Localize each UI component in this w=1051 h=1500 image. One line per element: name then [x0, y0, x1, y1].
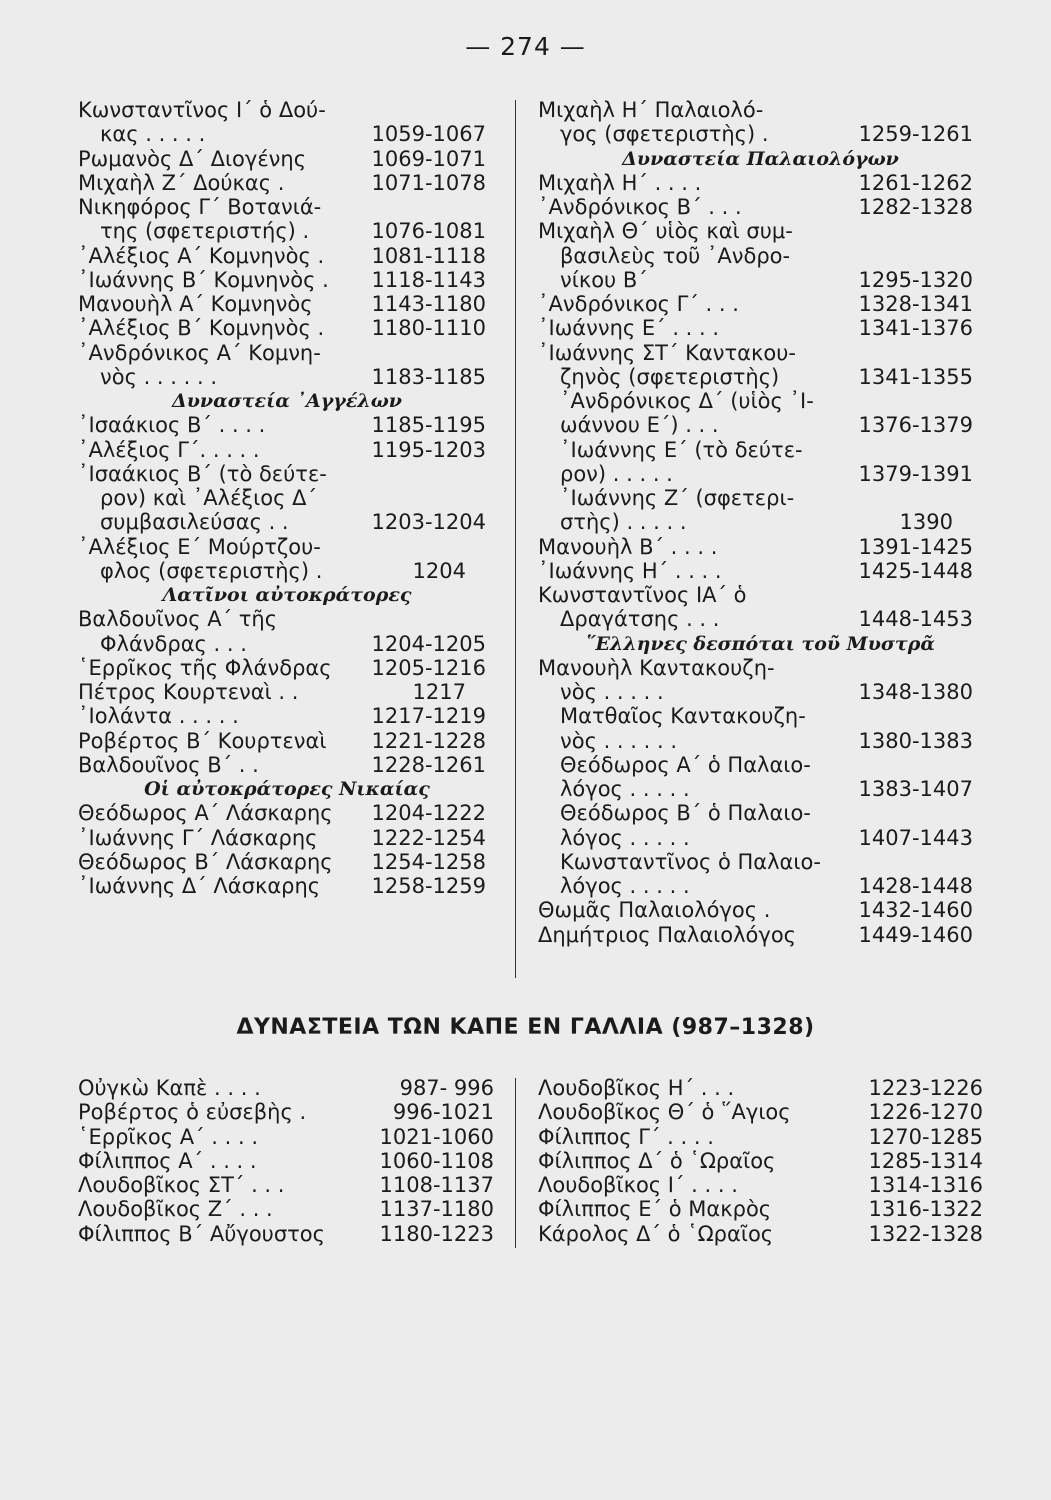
ruler-entry	[538, 486, 983, 510]
reign-dates: 1270-1285	[868, 1124, 983, 1149]
reign-dates: 1379-1391	[858, 461, 973, 486]
ruler-name: Λουδοβῖκος Ι΄ . . . .	[538, 1173, 738, 1197]
reign-dates: 1380-1383	[858, 728, 973, 753]
ruler-entry	[538, 171, 983, 195]
ruler-name: Φλάνδρας . . .	[100, 631, 247, 656]
ruler-entry	[538, 462, 983, 486]
ruler-name: Θεόδωρος Α΄ Λάσκαρης	[78, 801, 333, 826]
ruler-entry	[78, 801, 496, 825]
ruler-entry	[78, 413, 496, 437]
ruler-entry	[538, 680, 983, 704]
ruler-entry	[78, 98, 496, 122]
ruler-name: στὴς) . . . . .	[560, 510, 687, 535]
ruler-name: Μιχαὴλ Η΄ Παλαιολό-	[538, 98, 764, 122]
ruler-name: Θεόδωρος Α΄ ὁ Παλαιο-	[560, 752, 811, 777]
ruler-entry	[538, 1197, 983, 1221]
ruler-name: της (σφετεριστής) .	[100, 219, 310, 244]
reign-dates: 1203-1204	[371, 510, 486, 535]
ruler-name: Κάρολος Δ΄ ὁ ῾Ωραῖος	[538, 1221, 774, 1246]
reign-dates: 1449-1460	[858, 922, 973, 947]
ruler-name: ᾿Ανδρόνικος Δ΄ (υἱὸς ᾿Ι-	[560, 389, 814, 413]
ruler-entry	[78, 559, 496, 583]
ruler-name: ῾Ερρῖκος Α΄ . . . .	[78, 1124, 259, 1149]
ruler-entry	[538, 1149, 983, 1173]
ruler-name: κας . . . . .	[100, 122, 206, 147]
ruler-name: ᾿Αλέξιος Ε΄ Μούρτζου-	[78, 534, 321, 559]
reign-dates: 1282-1328	[858, 195, 973, 219]
reign-dates: 1180-1223	[379, 1221, 494, 1246]
ruler-entry	[538, 268, 983, 292]
ruler-entry	[78, 147, 496, 171]
dynasty-heading: Δυναστεία Παλαιολόγων	[622, 147, 899, 170]
reign-dates: 1060-1108	[379, 1148, 494, 1173]
ruler-name: βασιλεὺς τοῦ ᾿Ανδρο-	[560, 243, 791, 268]
ruler-entry	[538, 195, 983, 219]
ruler-name: Μιχαὴλ Ζ΄ Δούκας .	[78, 170, 285, 195]
ruler-name: Θεόδωρος Β΄ Λάσκαρης	[78, 849, 333, 874]
reign-dates: 1183-1185	[371, 364, 486, 389]
ruler-name: Φίλιππος Δ΄ ὁ ῾Ωραῖος	[538, 1148, 776, 1173]
page-number: — 274 —	[465, 32, 586, 61]
ruler-entry	[78, 171, 496, 195]
ruler-entry	[78, 1100, 496, 1124]
reign-dates: 1204-1222	[371, 801, 486, 826]
ruler-entry	[538, 1173, 983, 1197]
ruler-entry	[538, 850, 983, 874]
ruler-name: νὸς . . . . . .	[100, 364, 218, 389]
reign-dates: 1376-1379	[858, 413, 973, 438]
ruler-name: Ρωμανὸς Δ΄ Διογένης	[78, 146, 307, 171]
ruler-name: Βαλδουῖνος Β΄ . .	[78, 752, 259, 777]
ruler-name: ρον) καὶ ᾿Αλέξιος Δ΄	[100, 486, 317, 510]
reign-dates: 1143-1180	[371, 292, 486, 316]
ruler-entry	[538, 1222, 983, 1246]
ruler-entry	[538, 341, 983, 365]
ruler-entry	[78, 826, 496, 850]
ruler-entry	[538, 122, 983, 146]
reign-dates: 1195-1203	[371, 437, 486, 462]
bottom-column-divider	[515, 1078, 516, 1248]
reign-dates: 1285-1314	[868, 1148, 983, 1173]
ruler-entry	[538, 607, 983, 631]
ruler-entry	[78, 632, 496, 656]
ruler-name: Φίλιππος Γ΄ . . . .	[538, 1124, 714, 1149]
ruler-entry	[78, 1149, 496, 1173]
ruler-name: ῾Ερρῖκος τῆς Φλάνδρας	[78, 655, 332, 680]
reign-dates: 1226-1270	[868, 1100, 983, 1125]
reign-dates: 1391-1425	[858, 534, 973, 559]
ruler-entry	[538, 292, 983, 316]
ruler-name: Οὐγκὼ Καπὲ . . . .	[78, 1076, 261, 1100]
ruler-name: ᾿Ιωάννης Ζ΄ (σφετερι-	[560, 486, 795, 510]
ruler-name: νίκου Β΄	[560, 267, 648, 292]
reign-dates: 1081-1118	[371, 243, 486, 268]
ruler-name: ᾿Ιωάννης Η΄ . . . .	[538, 558, 722, 583]
reign-dates: 1322-1328	[868, 1221, 983, 1246]
reign-dates: 1205-1216	[371, 655, 486, 680]
ruler-entry	[78, 122, 496, 146]
ruler-entry	[78, 244, 496, 268]
reign-dates: 1383-1407	[858, 777, 973, 801]
ruler-entry	[538, 777, 983, 801]
reign-dates: 1221-1228	[371, 728, 486, 753]
ruler-entry	[538, 1076, 983, 1100]
ruler-entry	[78, 438, 496, 462]
ruler-entry	[538, 559, 983, 583]
reign-dates: 1228-1261	[371, 752, 486, 777]
ruler-entry	[538, 219, 983, 243]
ruler-name: Πέτρος Κουρτεναὶ . .	[78, 680, 299, 704]
reign-dates: 1341-1376	[858, 316, 973, 341]
ruler-entry	[538, 1100, 983, 1124]
ruler-entry	[538, 510, 983, 534]
reign-dates: 1021-1060	[379, 1124, 494, 1149]
ruler-name: ωάννου Ε΄) . . .	[560, 413, 719, 438]
reign-dates: 1076-1081	[371, 219, 486, 244]
ruler-entry	[78, 656, 496, 680]
ruler-name: Μανουὴλ Β΄ . . . .	[538, 534, 718, 559]
ruler-name: Δραγάτσης . . .	[560, 607, 720, 632]
ruler-name: Λουδοβῖκος Ζ΄ . . .	[78, 1197, 273, 1222]
ruler-entry	[538, 535, 983, 559]
reign-dates: 1071-1078	[371, 170, 486, 195]
ruler-name: γος (σφετεριστὴς) .	[560, 122, 769, 147]
ruler-name: λόγος . . . . .	[560, 825, 690, 850]
reign-dates: 1295-1320	[858, 267, 973, 292]
ruler-entry	[78, 680, 496, 704]
ruler-entry	[78, 341, 496, 365]
ruler-entry	[78, 1173, 496, 1197]
ruler-name: ᾿Ανδρόνικος Α΄ Κομνη-	[78, 340, 321, 365]
reign-dates: 1223-1226	[868, 1076, 983, 1100]
reign-dates: 996-1021	[392, 1100, 494, 1125]
ruler-name: ᾿Ιωάννης Β΄ Κομνηνὸς .	[78, 267, 329, 292]
section-title: ΔΥΝΑΣΤΕΙΑ ΤΩΝ ΚΑΠΕ ΕΝ ΓΑΛΛΙΑ (987–1328)	[236, 1015, 815, 1040]
ruler-name: ᾿Ιωάννης Ε΄ (τὸ δεύτε-	[560, 437, 803, 462]
ruler-name: λόγος . . . . .	[560, 777, 690, 801]
ruler-entry	[538, 923, 983, 947]
ruler-name: ᾿Ανδρόνικος Β΄ . . .	[538, 195, 742, 219]
column-divider	[515, 100, 516, 978]
ruler-entry	[78, 195, 496, 219]
ruler-name: Κωνσταντῖνος ὁ Παλαιο-	[560, 849, 821, 874]
ruler-name: Κωνσταντῖνος Ι΄ ὁ Δού-	[78, 98, 326, 122]
ruler-entry	[78, 850, 496, 874]
ruler-name: Μιχαὴλ Θ΄ υἱὸς καὶ συμ-	[538, 219, 793, 244]
reign-dates: 1348-1380	[858, 680, 973, 704]
ruler-name: ᾿Ισαάκιος Β΄ . . . .	[78, 413, 266, 438]
ruler-entry	[538, 801, 983, 825]
reign-dates: 1448-1453	[858, 607, 973, 632]
ruler-entry	[78, 535, 496, 559]
ruler-name: Δημήτριος Παλαιολόγος	[538, 922, 797, 947]
ruler-name: Ροβέρτος Β΄ Κουρτεναὶ	[78, 728, 327, 753]
ruler-name: Θεόδωρος Β΄ ὁ Παλαιο-	[560, 801, 811, 826]
ruler-entry	[538, 656, 983, 680]
ruler-entry	[538, 365, 983, 389]
ruler-name: Ροβέρτος ὁ εὐσεβὴς .	[78, 1100, 307, 1125]
reign-dates: 1432-1460	[858, 898, 973, 923]
ruler-entry	[78, 1222, 496, 1246]
ruler-name: ζηνὸς (σφετεριστὴς)	[560, 364, 780, 389]
ruler-name: Φίλιππος Ε΄ ὁ Μακρὸς	[538, 1197, 772, 1222]
dynasty-heading: Λατῖνοι αὐτοκράτορες	[162, 584, 412, 606]
reign-dates: 1390	[899, 510, 953, 535]
ruler-name: ᾿Αλέξιος Γ΄. . . . .	[78, 437, 260, 462]
ruler-entry	[78, 316, 496, 340]
ruler-name: Φίλιππος Β΄ Αὔγουστος	[78, 1221, 325, 1246]
ruler-name: ᾿Ιωάννης Γ΄ Λάσκαρης	[78, 825, 318, 850]
ruler-entry	[538, 316, 983, 340]
reign-dates: 1222-1254	[371, 825, 486, 850]
reign-dates: 1069-1071	[371, 146, 486, 171]
ruler-name: ᾿Ιολάντα . . . . .	[78, 704, 239, 729]
ruler-entry	[78, 462, 496, 486]
reign-dates: 1261-1262	[858, 170, 973, 195]
ruler-entry	[538, 438, 983, 462]
reign-dates: 1425-1448	[858, 558, 973, 583]
ruler-entry	[538, 389, 983, 413]
ruler-name: Μανουὴλ Α΄ Κομνηνὸς	[78, 292, 313, 316]
reign-dates: 1314-1316	[868, 1173, 983, 1197]
ruler-name: Νικηφόρος Γ΄ Βοτανιά-	[78, 195, 322, 219]
ruler-entry	[538, 898, 983, 922]
ruler-name: Λουδοβῖκος Θ΄ ὁ ῞Αγιος	[538, 1100, 791, 1125]
reign-dates: 1180-1110	[371, 316, 486, 341]
ruler-name: φλος (σφετεριστὴς) .	[100, 558, 323, 583]
reign-dates: 1185-1195	[371, 413, 486, 438]
reign-dates: 1328-1341	[858, 292, 973, 316]
ruler-entry	[78, 365, 496, 389]
reign-dates: 1204-1205	[371, 631, 486, 656]
ruler-name: ᾿Ανδρόνικος Γ΄ . . .	[538, 292, 739, 316]
ruler-entry	[78, 704, 496, 728]
left-column	[78, 98, 496, 898]
reign-dates: 1217	[412, 680, 466, 704]
dynasty-heading: ῞Ελληνες δεσπόται τοῦ Μυστρᾶ	[586, 632, 935, 655]
ruler-entry	[78, 510, 496, 534]
ruler-entry	[538, 583, 983, 607]
ruler-entry	[78, 292, 496, 316]
ruler-name: νὸς . . . . .	[560, 680, 664, 704]
ruler-entry	[78, 1125, 496, 1149]
ruler-name: Φίλιππος Α΄ . . . .	[78, 1148, 257, 1173]
ruler-entry	[78, 219, 496, 243]
ruler-name: Μιχαὴλ Η΄ . . . .	[538, 170, 702, 195]
reign-dates: 1059-1067	[371, 122, 486, 147]
ruler-name: Θωμᾶς Παλαιολόγος .	[538, 898, 771, 923]
dynasty-heading: Δυναστεία ᾿Αγγέλων	[172, 390, 402, 412]
ruler-name: ᾿Αλέξιος Β΄ Κομνηνὸς .	[78, 316, 325, 341]
ruler-entry	[538, 244, 983, 268]
reign-dates: 1341-1355	[858, 364, 973, 389]
reign-dates: 1137-1180	[379, 1197, 494, 1222]
reign-dates: 1204	[412, 558, 466, 583]
ruler-name: ᾿Ισαάκιος Β΄ (τὸ δεύτε-	[78, 461, 327, 486]
ruler-entry	[538, 826, 983, 850]
ruler-entry	[78, 874, 496, 898]
ruler-entry	[538, 729, 983, 753]
dynasty-heading: Οἱ αὐτοκράτορες Νικαίας	[144, 778, 430, 800]
reign-dates: 1428-1448	[858, 874, 973, 898]
ruler-name: ᾿Αλέξιος Α΄ Κομνηνὸς .	[78, 243, 325, 268]
ruler-entry	[538, 98, 983, 122]
bottom-left-column	[78, 1076, 496, 1246]
ruler-name: ᾿Ιωάννης Δ΄ Λάσκαρης	[78, 874, 321, 898]
ruler-entry	[538, 704, 983, 728]
ruler-name: Βαλδουῖνος Α΄ τῆς	[78, 607, 278, 632]
ruler-entry	[78, 1197, 496, 1221]
ruler-entry	[78, 1076, 496, 1100]
ruler-name: Λουδοβῖκος Η΄ . . .	[538, 1076, 735, 1100]
ruler-name: νὸς . . . . . .	[560, 728, 678, 753]
reign-dates: 1316-1322	[868, 1197, 983, 1222]
reign-dates: 1217-1219	[371, 704, 486, 729]
right-column	[538, 98, 983, 947]
reign-dates: 1407-1443	[858, 825, 973, 850]
ruler-entry	[78, 268, 496, 292]
ruler-entry	[78, 486, 496, 510]
reign-dates: 1258-1259	[371, 874, 486, 898]
ruler-entry	[538, 1125, 983, 1149]
reign-dates: 1254-1258	[371, 849, 486, 874]
bottom-right-column	[538, 1076, 983, 1246]
ruler-name: ρον) . . . . .	[560, 461, 673, 486]
reign-dates: 1118-1143	[371, 267, 486, 292]
reign-dates: 1108-1137	[379, 1173, 494, 1197]
reign-dates: 1259-1261	[858, 122, 973, 147]
ruler-entry	[78, 753, 496, 777]
ruler-name: συμβασιλεύσας . .	[100, 510, 289, 535]
ruler-name: Μανουὴλ Καντακουζη-	[538, 655, 775, 680]
ruler-name: λόγος . . . . .	[560, 874, 690, 898]
ruler-entry	[538, 413, 983, 437]
ruler-entry	[538, 753, 983, 777]
ruler-name: ᾿Ιωάννης Ε΄ . . . .	[538, 316, 720, 341]
ruler-name: Κωνσταντῖνος ΙΑ΄ ὁ	[538, 583, 747, 607]
reign-dates: 987- 996	[399, 1076, 494, 1100]
ruler-entry	[538, 874, 983, 898]
ruler-entry	[78, 607, 496, 631]
ruler-name: Λουδοβῖκος ΣΤ΄ . . .	[78, 1173, 285, 1197]
ruler-entry	[78, 729, 496, 753]
ruler-name: ᾿Ιωάννης ΣΤ΄ Καντακου-	[538, 340, 796, 365]
ruler-name: Ματθαῖος Καντακουζη-	[560, 704, 806, 729]
